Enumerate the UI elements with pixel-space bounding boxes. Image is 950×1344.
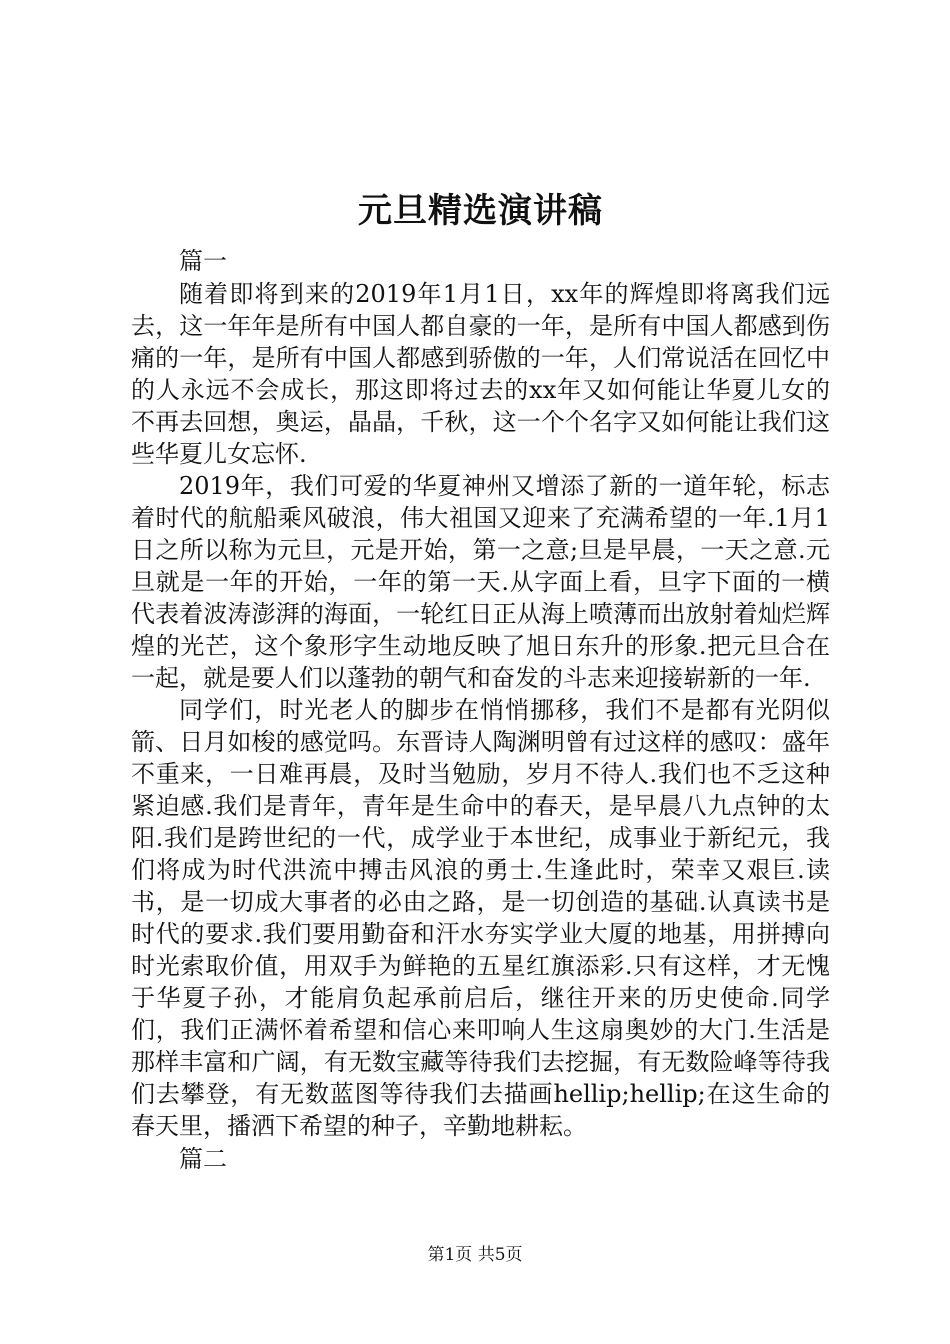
section-heading: 篇一 [179, 247, 227, 275]
paragraph: 同学们，时光老人的脚步在悄悄挪移，我们不是都有光阴似箭、日月如梭的感觉吗。东晋诗人陶渊明曾有过这样的感叹：盛年不重来，一日难再晨，及时当勉励，岁月不待人.我们也不乏这种紧迫感.我们是青年，青年是生命中的春天，是早晨八九点钟的太阳.我们是跨世纪的一代，成学业于本世纪，成事业于新纪元，我们将成为时代洪流中搏击风浪的勇士.生逢此时，荣幸又艰巨.读书，是一切成大事者的必由之路，是一切创造的基础.认真读书是时代的要求.我们要用勤奋和汗水夯实学业大厦的地基，用拼搏向时光索取价值，用双手为鲜艳的五星红旗添彩.只有这样，才无愧于华夏子孙，才能肩负起承前启后，继往开来的历史使命.同学们，我们正满怀着希望和信心来叩响人生这扇奥妙的大门.生活是那样丰富和广阔，有无数宝藏等待我们去挖掘，有无数险峰等待我们去攀登，有无数蓝图等待我们去描画hellip;hellip;在这生命的春天里，播洒下希望的种子，辛勤地耕耘。 [131, 696, 830, 1140]
section-2 [131, 1142, 830, 1176]
paragraph: 2019年，我们可爱的华夏神州又增添了新的一道年轮，标志着时代的航船乘风破浪，伟大祖国又迎来了充满希望的一年.1月1日之所以称为元旦，元是开始，第一之意;旦是早晨，一天之意.元旦就是一年的开始，一年的第一天.从字面上看，旦字下面的一横代表着波涛澎湃的海面，一轮红日正从海上喷薄而出放射着灿烂辉煌的光芒，这个象形字生动地反映了旭日东升的形象.把元旦合在一起，就是要人们以蓬勃的朝气和奋发的斗志来迎接崭新的一年. [131, 472, 830, 692]
section-1 [131, 244, 830, 1142]
paragraph: 随着即将到来的2019年1月1日，xx年的辉煌即将离我们远去，这一年年是所有中国人都自豪的一年，是所有中国人都感到伤痛的一年，是所有中国人都感到骄傲的一年，人们常说活在回忆中的人永远不会成长，那这即将过去的xx年又如何能让华夏儿女的不再去回想，奥运，晶晶，千秋，这一个个名字又如何能让我们这些华夏儿女忘怀. [131, 280, 830, 468]
section-heading: 篇二 [179, 1145, 227, 1173]
document-body [131, 190, 830, 1176]
document-title: 元旦精选演讲稿 [358, 191, 603, 231]
page-footer: 第1页 共5页 [427, 1245, 523, 1265]
